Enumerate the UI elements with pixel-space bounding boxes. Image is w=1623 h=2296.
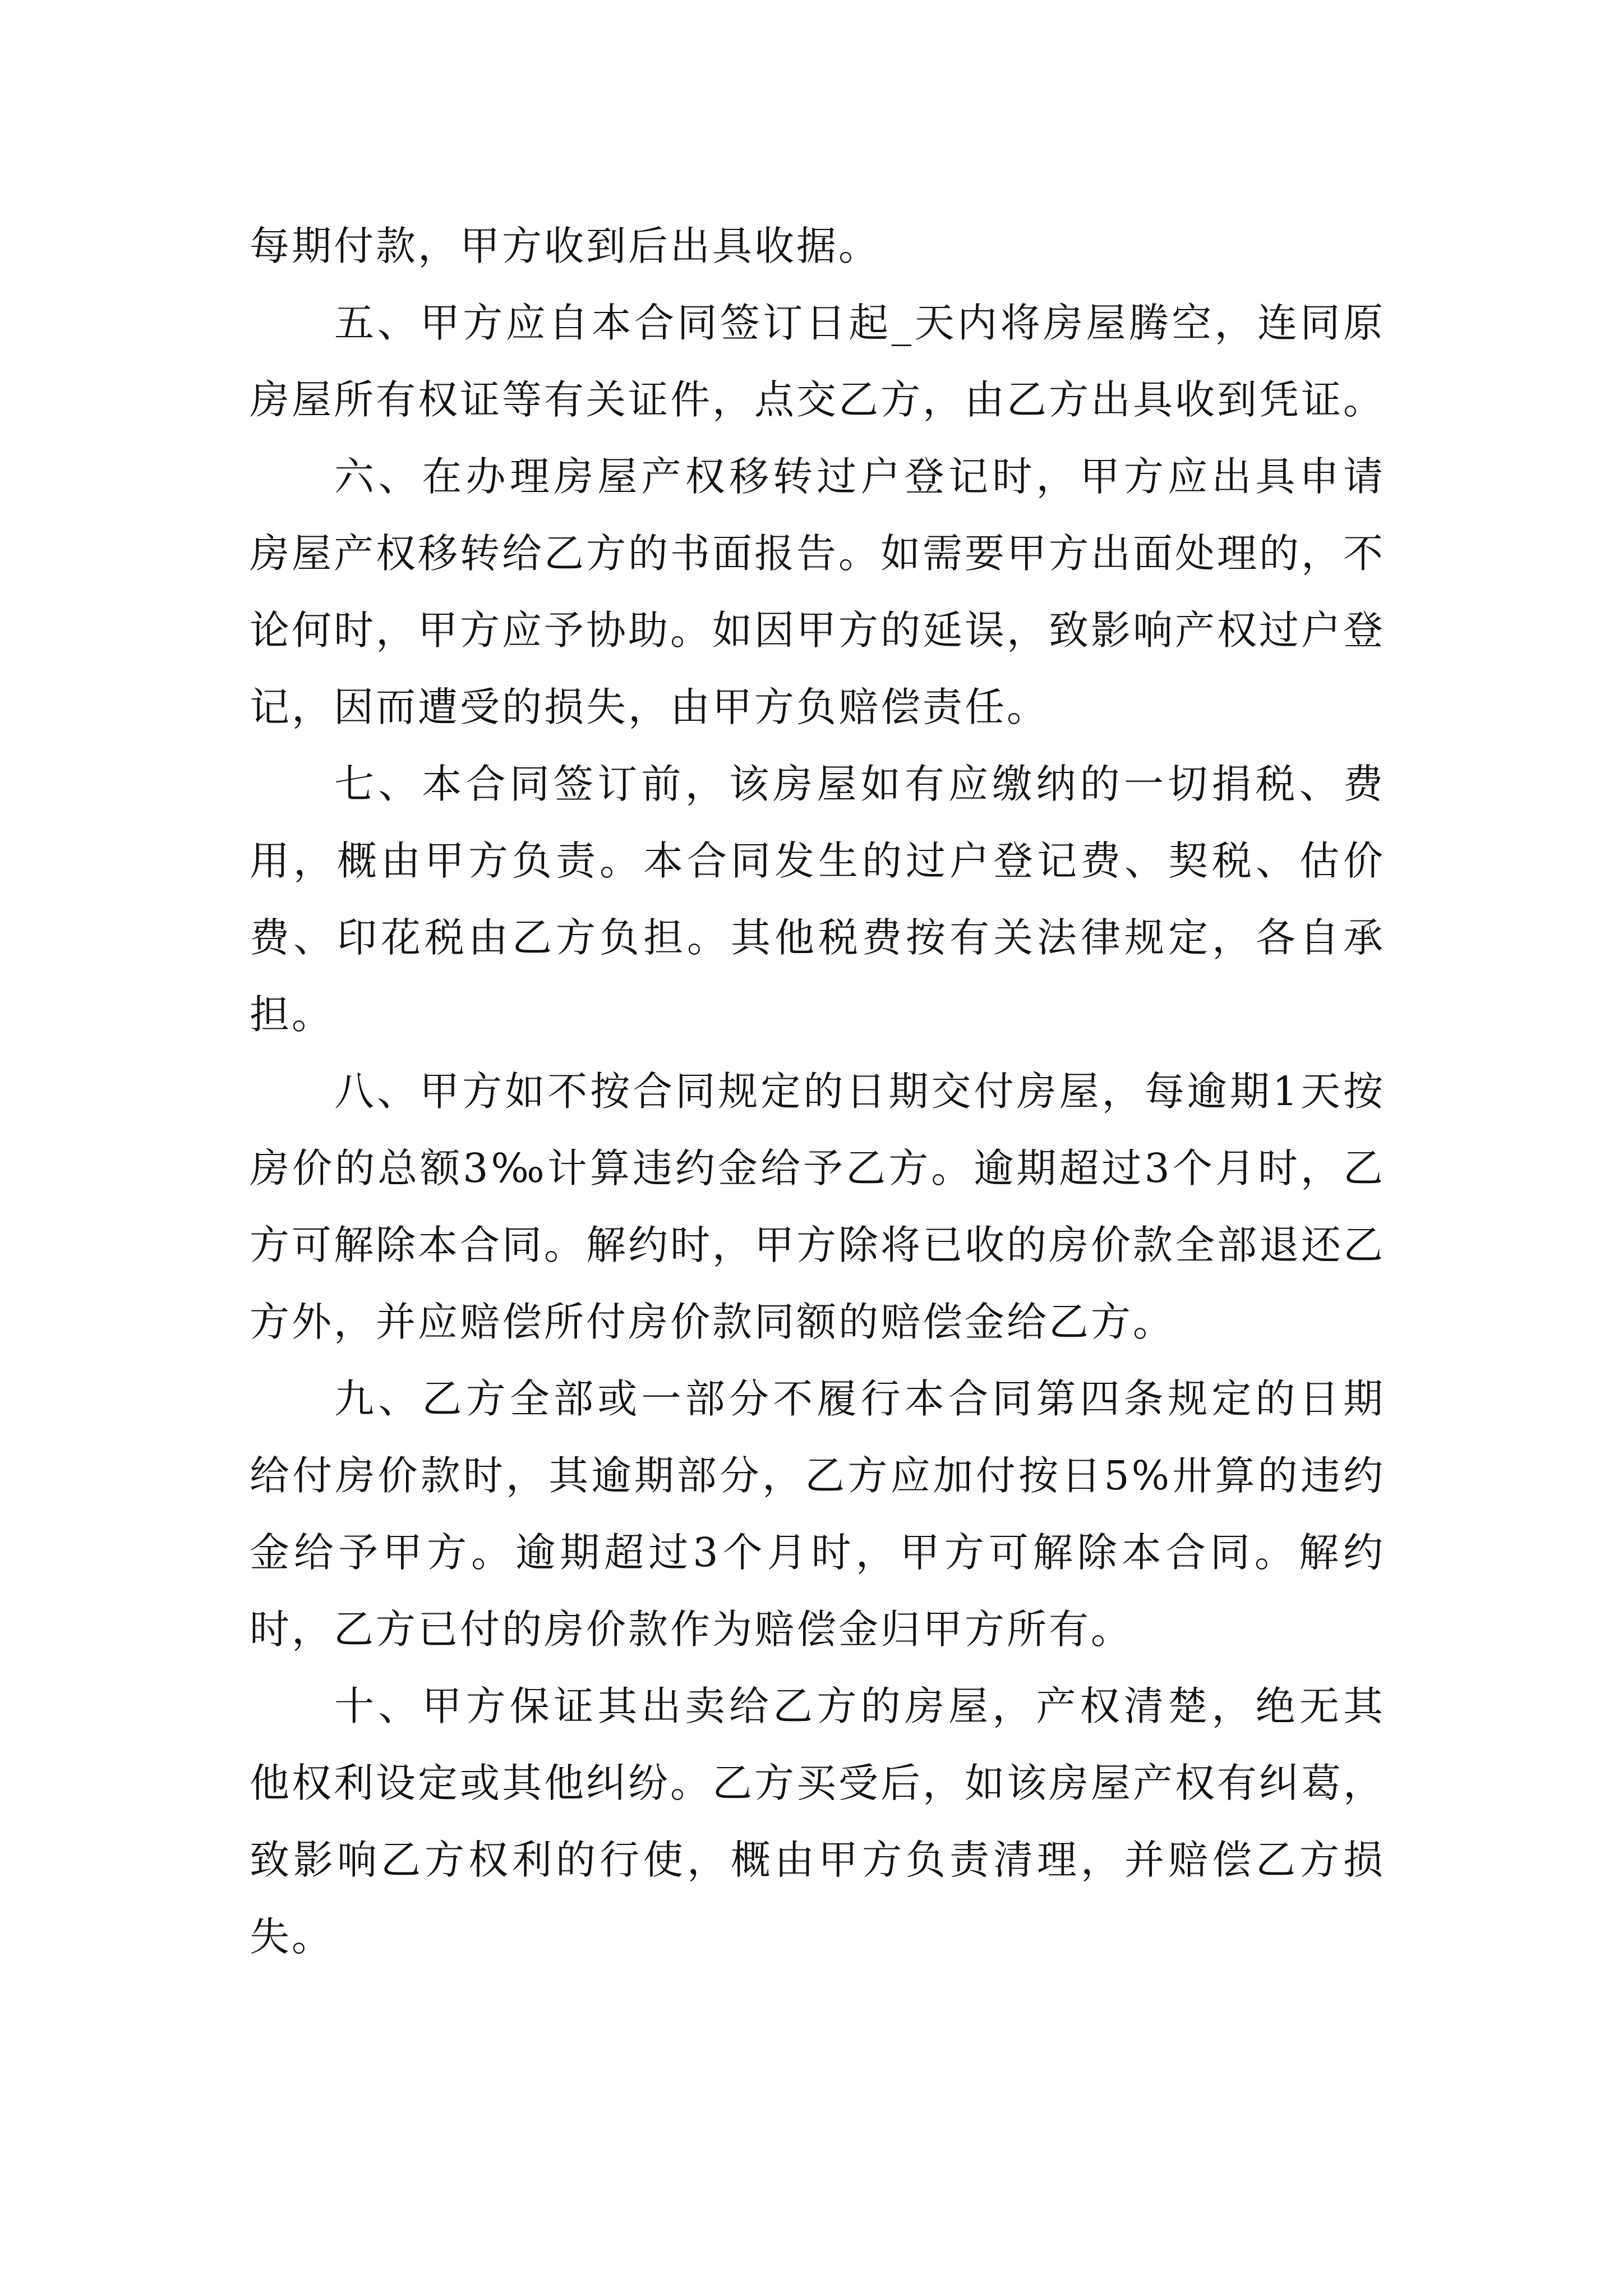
contract-body: [250, 208, 1385, 1975]
paragraph-payment-receipt: 每期付款，甲方收到后出具收据。: [250, 223, 881, 269]
paragraph-clause-6: 六、在办理房屋产权移转过户登记时，甲方应出具申请房屋产权移转给乙方的书面报告。如需要甲方出面处理的，不论何时，甲方应予协助。如因甲方的延误，致影响产权过户登记，因而遭受的损失，由甲方负赔偿责任。: [250, 453, 1386, 730]
paragraph-clause-8: 八、甲方如不按合同规定的日期交付房屋，每逾期1天按房价的总额3‰计算违约金给予乙方。逾期超过3个月时，乙方可解除本合同。解约时，甲方除将已收的房价款全部退还乙方外，并应赔偿所付房价款同额的赔偿金给乙方。: [250, 1068, 1386, 1345]
paragraph-clause-7: 七、本合同签订前，该房屋如有应缴纳的一切捐税、费用，概由甲方负责。本合同发生的过户登记费、契税、估价费、印花税由乙方负担。其他税费按有关法律规定，各自承担。: [250, 761, 1385, 1038]
paragraph-clause-5: 五、甲方应自本合同签订日起_天内将房屋腾空，连同原房屋所有权证等有关证件，点交乙方，由乙方出具收到凭证。: [250, 300, 1386, 423]
paragraph-clause-9: 九、乙方全部或一部分不履行本合同第四条规定的日期给付房价款时，其逾期部分，乙方应加付按日5%卅算的违约金给予甲方。逾期超过3个月时，甲方可解除本合同。解约时，乙方已付的房价款作为赔偿金归甲方所有。: [250, 1375, 1385, 1653]
paragraph-clause-10: 十、甲方保证其出卖给乙方的房屋，产权清楚，绝无其他权利设定或其他纠纷。乙方买受后，如该房屋产权有纠葛，致影响乙方权利的行使，概由甲方负责清理，并赔偿乙方损失。: [250, 1683, 1386, 1960]
